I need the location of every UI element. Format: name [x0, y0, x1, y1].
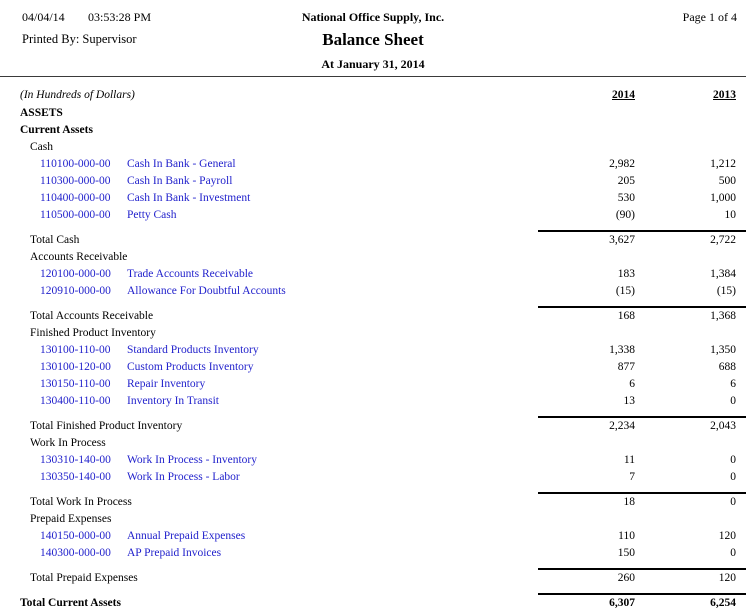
account-number-link[interactable]: 140300-000-00	[40, 547, 111, 559]
account-name-link[interactable]: Allowance For Doubtful Accounts	[127, 285, 286, 297]
account-name-link[interactable]: Cash In Bank - Investment	[127, 192, 251, 204]
subsection-heading: Accounts Receivable	[30, 251, 128, 263]
subtotal-amount-2013: 2,043	[710, 420, 736, 432]
amount-2013: 10	[724, 209, 736, 221]
amount-2013: 0	[730, 547, 736, 559]
company-name: National Office Supply, Inc.	[301, 10, 445, 24]
amount-2014: (15)	[615, 285, 635, 297]
account-row	[0, 528, 746, 545]
account-number-link[interactable]: 110400-000-00	[40, 192, 111, 204]
subtotal-rule	[0, 300, 746, 308]
amount-2013: 1,350	[710, 344, 736, 356]
account-number-link[interactable]: 110500-000-00	[40, 209, 111, 221]
page-indicator: Page 1 of 4	[682, 10, 737, 24]
subtotal-amount-2013: 120	[718, 572, 736, 584]
account-number-link[interactable]: 130350-140-00	[40, 471, 111, 483]
subsections-container	[0, 139, 746, 587]
account-name-link[interactable]: Annual Prepaid Expenses	[127, 530, 246, 542]
amount-2013: (15)	[716, 285, 736, 297]
subtotal-rule	[0, 224, 746, 232]
subsection-heading-row	[0, 435, 746, 452]
account-number-link[interactable]: 130310-140-00	[40, 454, 111, 466]
account-number-link[interactable]: 130400-110-00	[40, 395, 111, 407]
account-name-link[interactable]: Standard Products Inventory	[127, 344, 259, 356]
subtotal-row	[0, 570, 746, 587]
subtotal-label: Total Cash	[30, 234, 80, 246]
account-row	[0, 545, 746, 562]
subtotal-amount-2014: 18	[623, 496, 635, 508]
subtotal-label: Total Finished Product Inventory	[30, 420, 183, 432]
units-note: (In Hundreds of Dollars)	[20, 89, 135, 101]
account-row	[0, 393, 746, 410]
subtotal-rule	[0, 410, 746, 418]
subtotal-amount-2014: 168	[617, 310, 635, 322]
amount-2013: 1,000	[710, 192, 736, 204]
amount-2013: 0	[730, 471, 736, 483]
subsection-heading-row	[0, 325, 746, 342]
account-name-link[interactable]: Repair Inventory	[127, 378, 206, 390]
report-header	[0, 0, 746, 77]
current-assets-heading-row	[0, 122, 746, 139]
account-row	[0, 359, 746, 376]
amount-2014: 1,338	[609, 344, 635, 356]
account-number-link[interactable]: 130150-110-00	[40, 378, 111, 390]
subsection-heading: Prepaid Expenses	[30, 513, 112, 525]
subtotal-amount-2014: 2,234	[609, 420, 635, 432]
report-body	[0, 77, 746, 612]
amount-2014: 13	[623, 395, 635, 407]
assets-heading-row	[0, 105, 746, 122]
report-subtitle: At January 31, 2014	[321, 57, 425, 71]
report-title: Balance Sheet	[322, 30, 424, 49]
account-name-link[interactable]: AP Prepaid Invoices	[127, 547, 222, 559]
current-assets-heading: Current Assets	[20, 124, 93, 136]
account-name-link[interactable]: Cash In Bank - General	[127, 158, 236, 170]
account-name-link[interactable]: Cash In Bank - Payroll	[127, 175, 233, 187]
account-row	[0, 156, 746, 173]
account-number-link[interactable]: 140150-000-00	[40, 530, 111, 542]
account-number-link[interactable]: 120100-000-00	[40, 268, 111, 280]
subsection-heading-row	[0, 139, 746, 156]
account-name-link[interactable]: Inventory In Transit	[127, 395, 219, 407]
assets-heading: ASSETS	[20, 107, 63, 119]
subtotal-amount-2013: 1,368	[710, 310, 736, 322]
subsection-heading-row	[0, 511, 746, 528]
amount-2014: 877	[617, 361, 635, 373]
account-number-link[interactable]: 110300-000-00	[40, 175, 111, 187]
amount-2013: 0	[730, 395, 736, 407]
subtotal-label: Total Accounts Receivable	[30, 310, 154, 322]
account-number-link[interactable]: 130100-110-00	[40, 344, 111, 356]
amount-2014: 6	[629, 378, 635, 390]
account-number-link[interactable]: 120910-000-00	[40, 285, 111, 297]
subsection-heading: Cash	[30, 141, 53, 153]
account-row	[0, 376, 746, 393]
amount-2013: 500	[718, 175, 736, 187]
amount-2014: 530	[617, 192, 635, 204]
amount-2014: 150	[617, 547, 635, 559]
account-row	[0, 342, 746, 359]
subtotal-row	[0, 494, 746, 511]
grand-total-amount-2013: 6,254	[710, 597, 736, 609]
amount-2013: 6	[730, 378, 736, 390]
subtotal-label: Total Work In Process	[30, 496, 132, 508]
account-row	[0, 469, 746, 486]
amount-2014: 7	[629, 471, 635, 483]
subtotal-amount-2014: 3,627	[609, 234, 635, 246]
account-name-link[interactable]: Petty Cash	[127, 209, 177, 221]
amount-2013: 1,212	[710, 158, 736, 170]
subtotal-amount-2014: 260	[617, 572, 635, 584]
subsection-heading-row	[0, 249, 746, 266]
amount-2014: 183	[617, 268, 635, 280]
amount-2014: (90)	[615, 209, 635, 221]
subtotal-rule	[0, 562, 746, 570]
subtotal-label: Total Prepaid Expenses	[30, 572, 138, 584]
print-date: 04/04/14	[22, 10, 65, 24]
account-row	[0, 173, 746, 190]
subsection-heading: Finished Product Inventory	[30, 327, 156, 339]
subtotal-row	[0, 232, 746, 249]
account-row	[0, 207, 746, 224]
grand-total-amount-2014: 6,307	[609, 597, 635, 609]
subtotal-row	[0, 308, 746, 325]
amount-2013: 688	[718, 361, 736, 373]
account-number-link[interactable]: 110100-000-00	[40, 158, 111, 170]
subtotal-amount-2013: 2,722	[710, 234, 736, 246]
subsection-heading: Work In Process	[30, 437, 106, 449]
account-name-link[interactable]: Trade Accounts Receivable	[127, 268, 254, 280]
subtotal-amount-2013: 0	[730, 496, 736, 508]
account-row	[0, 452, 746, 469]
account-name-link[interactable]: Work In Process - Labor	[127, 471, 240, 483]
account-name-link[interactable]: Custom Products Inventory	[127, 361, 254, 373]
account-row	[0, 266, 746, 283]
amount-2014: 2,982	[609, 158, 635, 170]
amount-2013: 1,384	[710, 268, 736, 280]
printed-by-text: Printed By: Supervisor	[22, 32, 137, 46]
subtotal-row	[0, 418, 746, 435]
account-row	[0, 283, 746, 300]
grand-total-label: Total Current Assets	[20, 597, 121, 609]
amount-2013: 120	[718, 530, 736, 542]
amount-2013: 0	[730, 454, 736, 466]
subtotal-rule	[0, 486, 746, 494]
account-row	[0, 190, 746, 207]
grand-total-rule	[0, 587, 746, 595]
account-number-link[interactable]: 130100-120-00	[40, 361, 111, 373]
print-time: 03:53:28 PM	[88, 10, 152, 24]
column-header-2014: 2014	[612, 89, 635, 101]
column-header-row	[0, 85, 746, 105]
amount-2014: 205	[617, 175, 635, 187]
amount-2014: 110	[618, 530, 635, 542]
account-name-link[interactable]: Work In Process - Inventory	[127, 454, 258, 466]
column-header-2013: 2013	[713, 89, 736, 101]
amount-2014: 11	[623, 454, 635, 466]
grand-total-row	[0, 595, 746, 612]
